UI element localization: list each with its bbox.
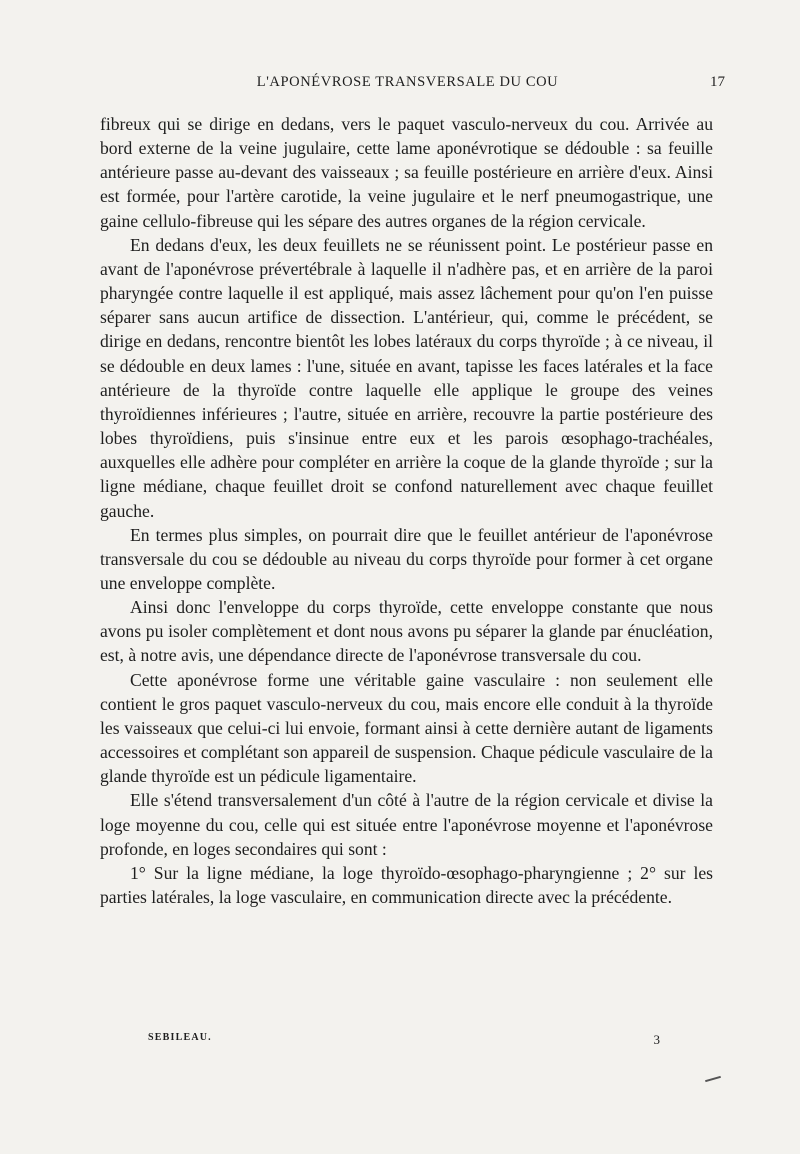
paragraph: En termes plus simples, on pourrait dire que le feuillet antérieur de l'aponévrose transversale du cou se dédouble au niveau du corps thyroïde pour former à cet organe une enveloppe complète. [100,524,713,593]
page-footer [100,1032,660,1050]
paragraph: fibreux qui se dirige en dedans, vers le paquet vasculo-nerveux du cou. Arrivée au bord externe de la veine jugulaire, cette lame aponévrotique se dédouble : sa feuille antérieure passe au-devant des vaisseaux ; sa feuille postérieure en arrière d'eux. Ainsi est formée, pour l'artère carotide, la veine jugulaire et le nerf pneumogastrique, une gaine cellulo-fibreuse qui les sépare des autres organes de la région cervicale. [100,114,713,231]
paragraph: Ainsi donc l'enveloppe du corps thyroïde, cette enveloppe constante que nous avons pu isoler complètement et dont nous avons pu séparer la glande par énucléation, est, à notre avis, une dépendance directe de l'aponévrose transversale du cou. [100,597,713,666]
paragraph: En dedans d'eux, les deux feuillets ne se réunissent point. Le postérieur passe en avant de l'aponévrose prévertébrale à laquelle il n'adhère pas, et en arrière de la paroi pharyngée contre laquelle il est appliqué, mais assez lâchement pour qu'on l'en puisse séparer sans aucun artifice de dissection. L'antérieur, qui, comme le précédent, se dirige en dedans, rencontre bientôt les lobes latéraux du corps thyroïde ; à ce niveau, il se dédouble en deux lames : l'une, située en avant, tapisse les faces latérales et la face antérieure de la thyroïde contre laquelle elle applique le groupe des veines thyroïdiennes inférieures ; l'autre, située en arrière, recouvre la partie postérieure des lobes thyroïdiens, puis s'insinue entre eux et les parois œsophago-trachéales, auxquelles elle adhère pour compléter en arrière la coque de la glande thyroïde ; sur la ligne médiane, chaque feuillet droit se confond naturellement avec chaque feuillet gauche. [100,234,713,521]
page-number: 17 [710,74,725,90]
paragraph: Elle s'étend transversalement d'un côté à l'autre de la région cervicale et divise la loge moyenne du cou, celle qui est située entre l'aponévrose moyenne et l'aponévrose profonde, en loges secondaires qui sont : [100,790,713,859]
page-header [100,74,725,96]
ink-mark [705,1076,721,1082]
body-text [100,112,713,909]
printer-signature: SEBILEAU. [148,1032,212,1043]
sheet-number: 3 [653,1032,660,1047]
paragraph: 1° Sur la ligne médiane, la loge thyroïdo-œsophago-pharyngienne ; 2° sur les parties latérales, la loge vasculaire, en communication directe avec la précédente. [100,862,713,907]
running-title: L'APONÉVROSE TRANSVERSALE DU COU [256,74,559,90]
paragraph: Cette aponévrose forme une véritable gaine vasculaire : non seulement elle contient le gros paquet vasculo-nerveux du cou, mais encore elle conduit à la thyroïde les vaisseaux que celui-ci lui envoie, formant ainsi à cette dernière autant de ligaments accessoires et complétant son appareil de suspension. Chaque pédicule vasculaire de la glande thyroïde est un pédicule ligamentaire. [100,669,713,787]
